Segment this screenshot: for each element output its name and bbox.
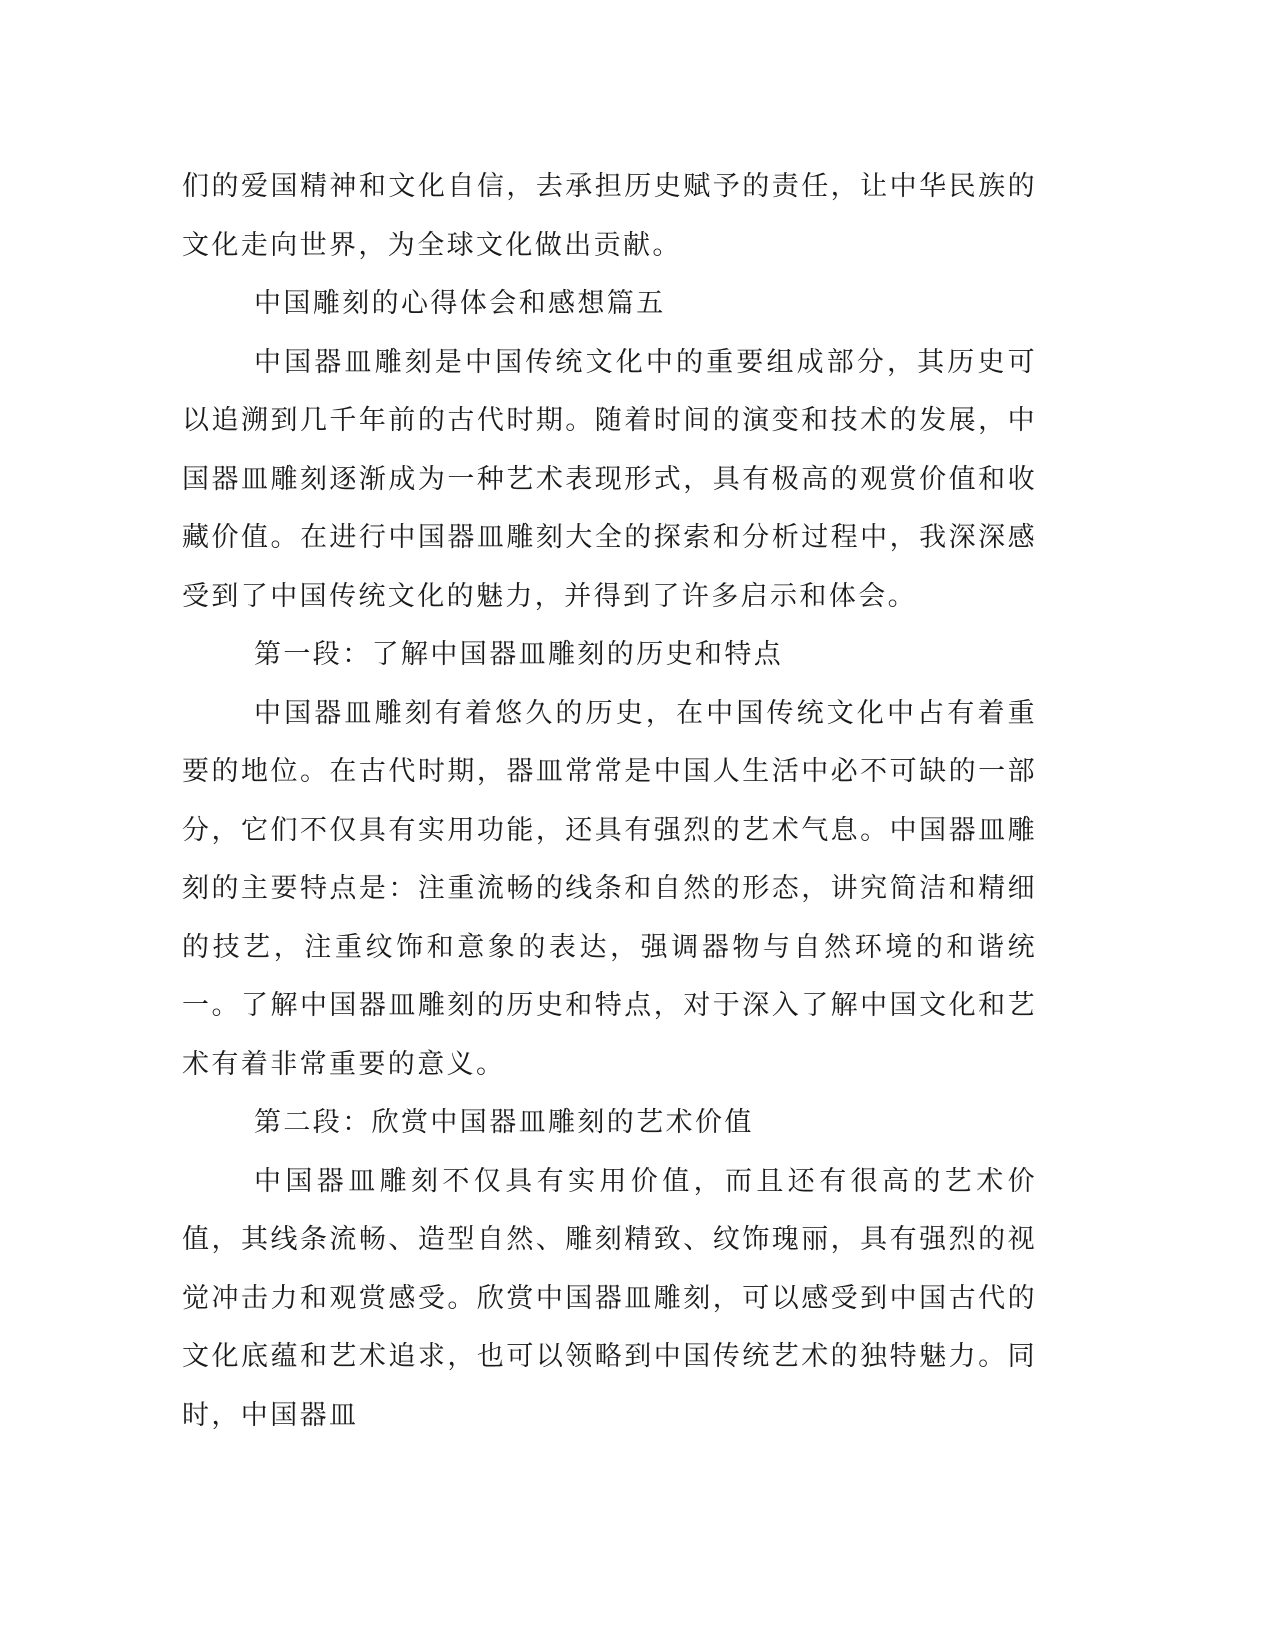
- section-heading: 中国雕刻的心得体会和感想篇五: [254, 288, 666, 319]
- paragraph-continuation: 们的爱国精神和文化自信，去承担历史赋予的责任，让中华民族的文化走向世界，为全球文化做出贡献。: [182, 171, 1037, 261]
- section-heading-part-one: 第一段：了解中国器皿雕刻的历史和特点: [254, 639, 784, 670]
- paragraph-intro: 中国器皿雕刻是中国传统文化中的重要组成部分，其历史可以追溯到几千年前的古代时期。随着时间的演变和技术的发展，中国器皿雕刻逐渐成为一种艺术表现形式，具有极高的观赏价值和收藏价值。在进行中国器皿雕刻大全的探索和分析过程中，我深深感受到了中国传统文化的魅力，并得到了许多启示和体会。: [182, 346, 1037, 612]
- document-body: [182, 158, 1037, 1445]
- section-heading-part-two: 第二段：欣赏中国器皿雕刻的艺术价值: [254, 1107, 754, 1138]
- paragraph-part-one: 中国器皿雕刻有着悠久的历史，在中国传统文化中占有着重要的地位。在古代时期，器皿常常是中国人生活中必不可缺的一部分，它们不仅具有实用功能，还具有强烈的艺术气息。中国器皿雕刻的主要特点是：注重流畅的线条和自然的形态，讲究简洁和精细的技艺，注重纹饰和意象的表达，强调器物与自然环境的和谐统一。了解中国器皿雕刻的历史和特点，对于深入了解中国文化和艺术有着非常重要的意义。: [182, 697, 1037, 1080]
- paragraph-part-two: 中国器皿雕刻不仅具有实用价值，而且还有很高的艺术价值，其线条流畅、造型自然、雕刻精致、纹饰瑰丽，具有强烈的视觉冲击力和观赏感受。欣赏中国器皿雕刻，可以感受到中国古代的文化底蕴和艺术追求，也可以领略到中国传统艺术的独特魅力。同时，中国器皿: [182, 1165, 1037, 1431]
